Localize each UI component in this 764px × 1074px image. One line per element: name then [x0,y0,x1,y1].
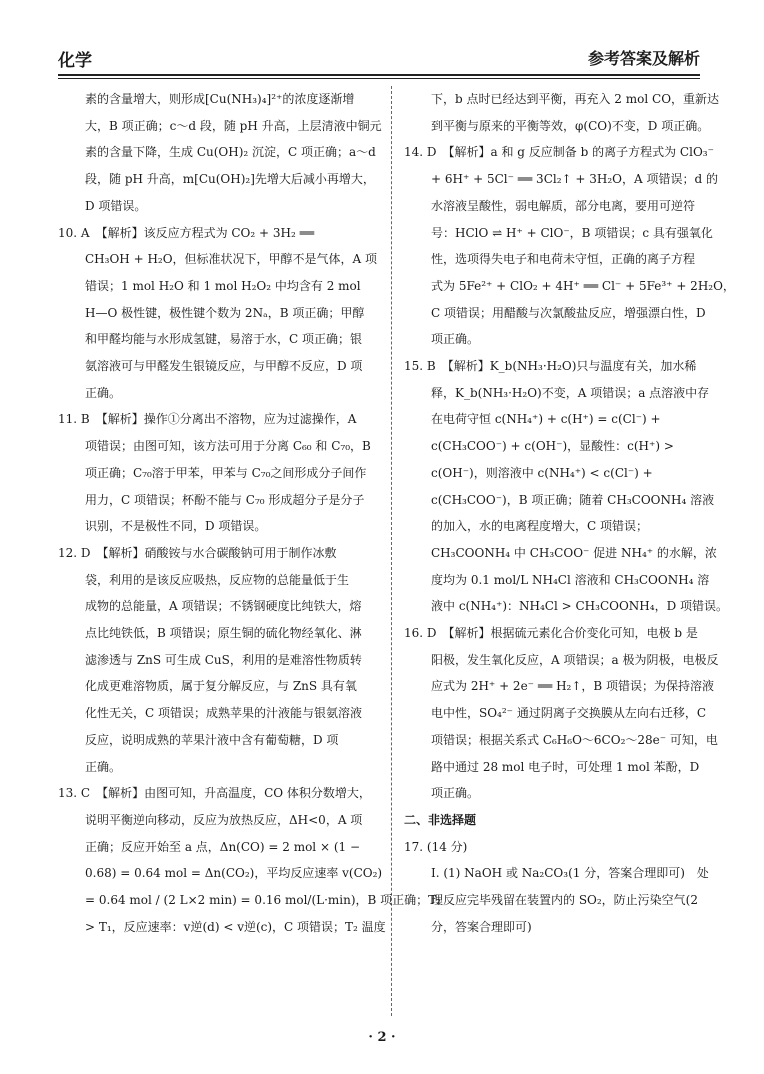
text-line: Ⅰ. (1) NaOH 或 Na₂CO₃(1 分，答案合理即可) 处 [431,866,709,881]
text-line: 13. C 【解析】由图可知，升高温度，CO 体积分数增大， [58,786,371,801]
page-number: · 2 · [368,1030,396,1045]
text-line: 阳极，发生氧化反应，A 项错误；a 极为阴极，电极反 [431,652,719,667]
header-rule-thin [58,78,700,79]
text-line: + 6H⁺ + 5Cl⁻ ══ 3Cl₂↑ + 3H₂O，A 项错误；d 的 [431,172,718,187]
text-line: 性，选项得失电子和电荷未守恒，正确的离子方程 [431,252,696,267]
text-line: 液中 c(NH₄⁺)：NH₄Cl > CH₃COONH₄，D 项错误。 [431,599,729,614]
text-line: 度均为 0.1 mol/L NH₄Cl 溶液和 CH₃COONH₄ 溶 [431,572,710,587]
text-line: > T₁，反应速率：v逆(d) < v逆(c)，C 项错误；T₂ 温度 [85,919,386,934]
text-line: 项正确。 [431,332,480,347]
text-line: 反应，说明成熟的苹果汁液中含有葡萄糖，D 项 [85,732,339,747]
page-header [58,38,700,72]
text-line: 项正确。 [431,786,480,801]
text-line: 到平衡与原来的平衡等效，φ(CO)不变，D 项正确。 [431,118,710,133]
text-line: 10. A 【解析】该反应方程式为 CO₂ + 3H₂ ══ [58,225,315,240]
text-line: 段，随 pH 升高，m[Cu(OH)₂]先增大后减小再增大， [85,172,375,187]
text-line: 15. B 【解析】K_b(NH₃·H₂O)只与温度有关，加水稀 [404,359,697,374]
text-line: 袋，利用的是该反应吸热，反应物的总能量低于生 [85,572,350,587]
text-line: 路中通过 28 mol 电子时，可处理 1 mol 苯酚，D [431,759,700,774]
text-line: 项正确；C₇₀溶于甲苯，甲苯与 C₇₀之间形成分子间作 [85,465,367,480]
text-line: 二、非选择题 [404,812,477,827]
text-line: c(CH₃COO⁻) + c(OH⁻)，显酸性：c(H⁺) > [431,439,674,454]
text-line: 化成更难溶物质，属于复分解反应，与 ZnS 具有氧 [85,679,357,694]
text-line: 分，答案合理即可) [431,919,532,934]
text-line: 化性无关，C 项错误；成熟苹果的汁液能与银氨溶液 [85,706,362,721]
text-line: 水溶液呈酸性，弱电解质，部分电离，要用可逆符 [431,198,696,213]
text-line: 电中性，SO₄²⁻ 通过阴离子交换膜从左向右迁移，C [431,706,707,721]
header-rule [58,74,700,76]
text-line: 素的含量下降，生成 Cu(OH)₂ 沉淀，C 项正确；a～d [85,145,376,160]
text-line: CH₃COONH₄ 中 CH₃COO⁻ 促进 NH₄⁺ 的水解，浓 [431,545,717,560]
section-title: 参考答案及解析 [587,49,700,68]
right-column [404,86,735,941]
text-line: 应式为 2H⁺ + 2e⁻ ══ H₂↑，B 项错误；为保持溶液 [431,679,715,694]
column-divider [391,86,392,1016]
subject-title: 化学 [58,51,92,71]
text-line: c(CH₃COO⁻)，B 项正确；随着 CH₃COONH₄ 溶液 [431,492,715,507]
text-line: 大，B 项正确；c～d 段，随 pH 升高，上层清液中铜元 [85,118,382,133]
text-line: 释，K_b(NH₃·H₂O)不变，A 项错误；a 点溶液中存 [431,385,710,400]
text-line: c(OH⁻)，则溶液中 c(NH₄⁺) < c(Cl⁻) + [431,465,653,480]
text-line: 号：HClO ⇌ H⁺ + ClO⁻，B 项错误；c 具有强氧化 [431,225,713,240]
text-line: 16. D 【解析】根据硫元素化合价变化可知，电极 b 是 [404,626,698,641]
text-line: D 项错误。 [85,198,147,213]
text-line: 11. B 【解析】操作①分离出不溶物，应为过滤操作，A [58,412,357,427]
text-line: 0.68) = 0.64 mol = Δn(CO₂)，平均反应速率 v(CO₂) [85,866,383,881]
text-line: 项错误；根据关系式 C₆H₆O～6CO₂～28e⁻ 可知，电 [431,732,718,747]
text-line: 说明平衡逆向移动，反应为放热反应，ΔH<0，A 项 [85,812,363,827]
text-line: CH₃OH + H₂O，但标准状况下，甲醇不是气体，A 项 [85,252,378,267]
text-line: 项错误；由图可知，该方法可用于分离 C₆₀ 和 C₇₀，B [85,439,371,454]
text-line: 在电荷守恒 c(NH₄⁺) + c(H⁺) = c(Cl⁻) + [431,412,661,427]
text-line: C 项错误；用醋酸与次氯酸盐反应，增强漂白性，D [431,305,706,320]
text-line: 素的含量增大，则形成[Cu(NH₃)₄]²⁺的浓度逐渐增 [85,92,355,106]
text-line: 12. D 【解析】硝酸铵与水合碳酸钠可用于制作冰敷 [58,545,337,560]
text-line: 式为 5Fe²⁺ + ClO₂ + 4H⁺ ══ Cl⁻ + 5Fe³⁺ + 2H₂O， [431,278,735,293]
text-line: 17. (14 分) [404,839,468,854]
text-line: 识别，不是极性不同，D 项错误。 [85,519,267,534]
text-line: = 0.64 mol / (2 L×2 min) = 0.16 mol/(L·min)，B 项正确；T₂ [85,893,441,908]
text-line: 用力，C 项错误；杯酚不能与 C₇₀ 形成超分子是分子 [85,492,365,507]
text-line: 14. D 【解析】a 和 g 反应制备 b 的离子方程式为 ClO₃⁻ [404,145,714,160]
text-line: 的加入，水的电离程度增大，C 项错误； [431,519,648,534]
text-line: 点比纯铁低，B 项错误；原生铜的硫化物经氧化、淋 [85,626,362,641]
text-line: H—O 极性键，极性键个数为 2Nₐ，B 项正确；甲醇 [85,305,365,320]
text-line: 正确；反应开始至 a 点，Δn(CO) = 2 mol × (1 − [85,839,361,854]
text-line: 错误；1 mol H₂O 和 1 mol H₂O₂ 中均含有 2 mol [85,278,361,293]
text-line: 和甲醛均能与水形成氢键，易溶于水，C 项正确；银 [85,332,362,347]
text-line: 滤渗透与 ZnS 可生成 CuS，利用的是难溶性物质转 [85,652,362,667]
text-line: 理反应完毕残留在装置内的 SO₂，防止污染空气(2 [431,893,699,908]
text-line: 正确。 [85,759,122,774]
text-line: 正确。 [85,385,122,400]
text-line: 成物的总能量，A 项错误；不锈钢硬度比纯铁大，熔 [85,599,362,614]
text-line: 氨溶液可与甲醛发生银镜反应，与甲醇不反应，D 项 [85,359,363,374]
text-line: 下，b 点时已经达到平衡，再充入 2 mol CO，重新达 [431,92,720,106]
